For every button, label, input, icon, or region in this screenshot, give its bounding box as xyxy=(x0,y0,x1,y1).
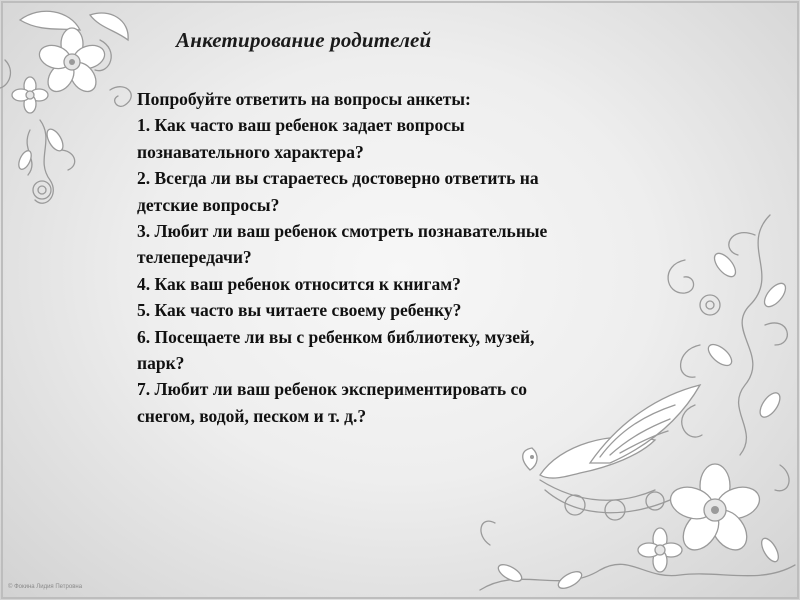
floral-ornament-icon xyxy=(0,0,150,230)
questions-intro: Попробуйте ответить на вопросы анкеты: xyxy=(137,89,471,109)
footer-credit: © Фокина Лидия Петровна xyxy=(8,584,83,590)
slide-title: Анкетирование родителей xyxy=(176,28,432,52)
question-line: телепередачи? xyxy=(137,247,252,268)
questions-list xyxy=(137,86,677,429)
question-line: 5. Как часто вы читаете своему ребенку? xyxy=(137,300,462,321)
question-line: парк? xyxy=(137,353,185,374)
question-line: 1. Как часто ваш ребенок задает вопросы xyxy=(137,115,465,136)
question-line: детские вопросы? xyxy=(137,194,280,215)
question-line: 2. Всегда ли вы стараетесь достоверно ответить на xyxy=(137,168,539,189)
question-line: 4. Как ваш ребенок относится к книгам? xyxy=(137,273,461,294)
question-line: 6. Посещаете ли вы с ребенком библиотеку, музей, xyxy=(137,326,535,347)
question-line: 3. Любит ли ваш ребенок смотреть познавательные xyxy=(137,221,548,242)
question-line: снегом, водой, песком и т. д.? xyxy=(137,405,367,426)
question-line: 7. Любит ли ваш ребенок экспериментировать со xyxy=(137,379,528,400)
question-line: познавательного характера? xyxy=(137,141,364,162)
